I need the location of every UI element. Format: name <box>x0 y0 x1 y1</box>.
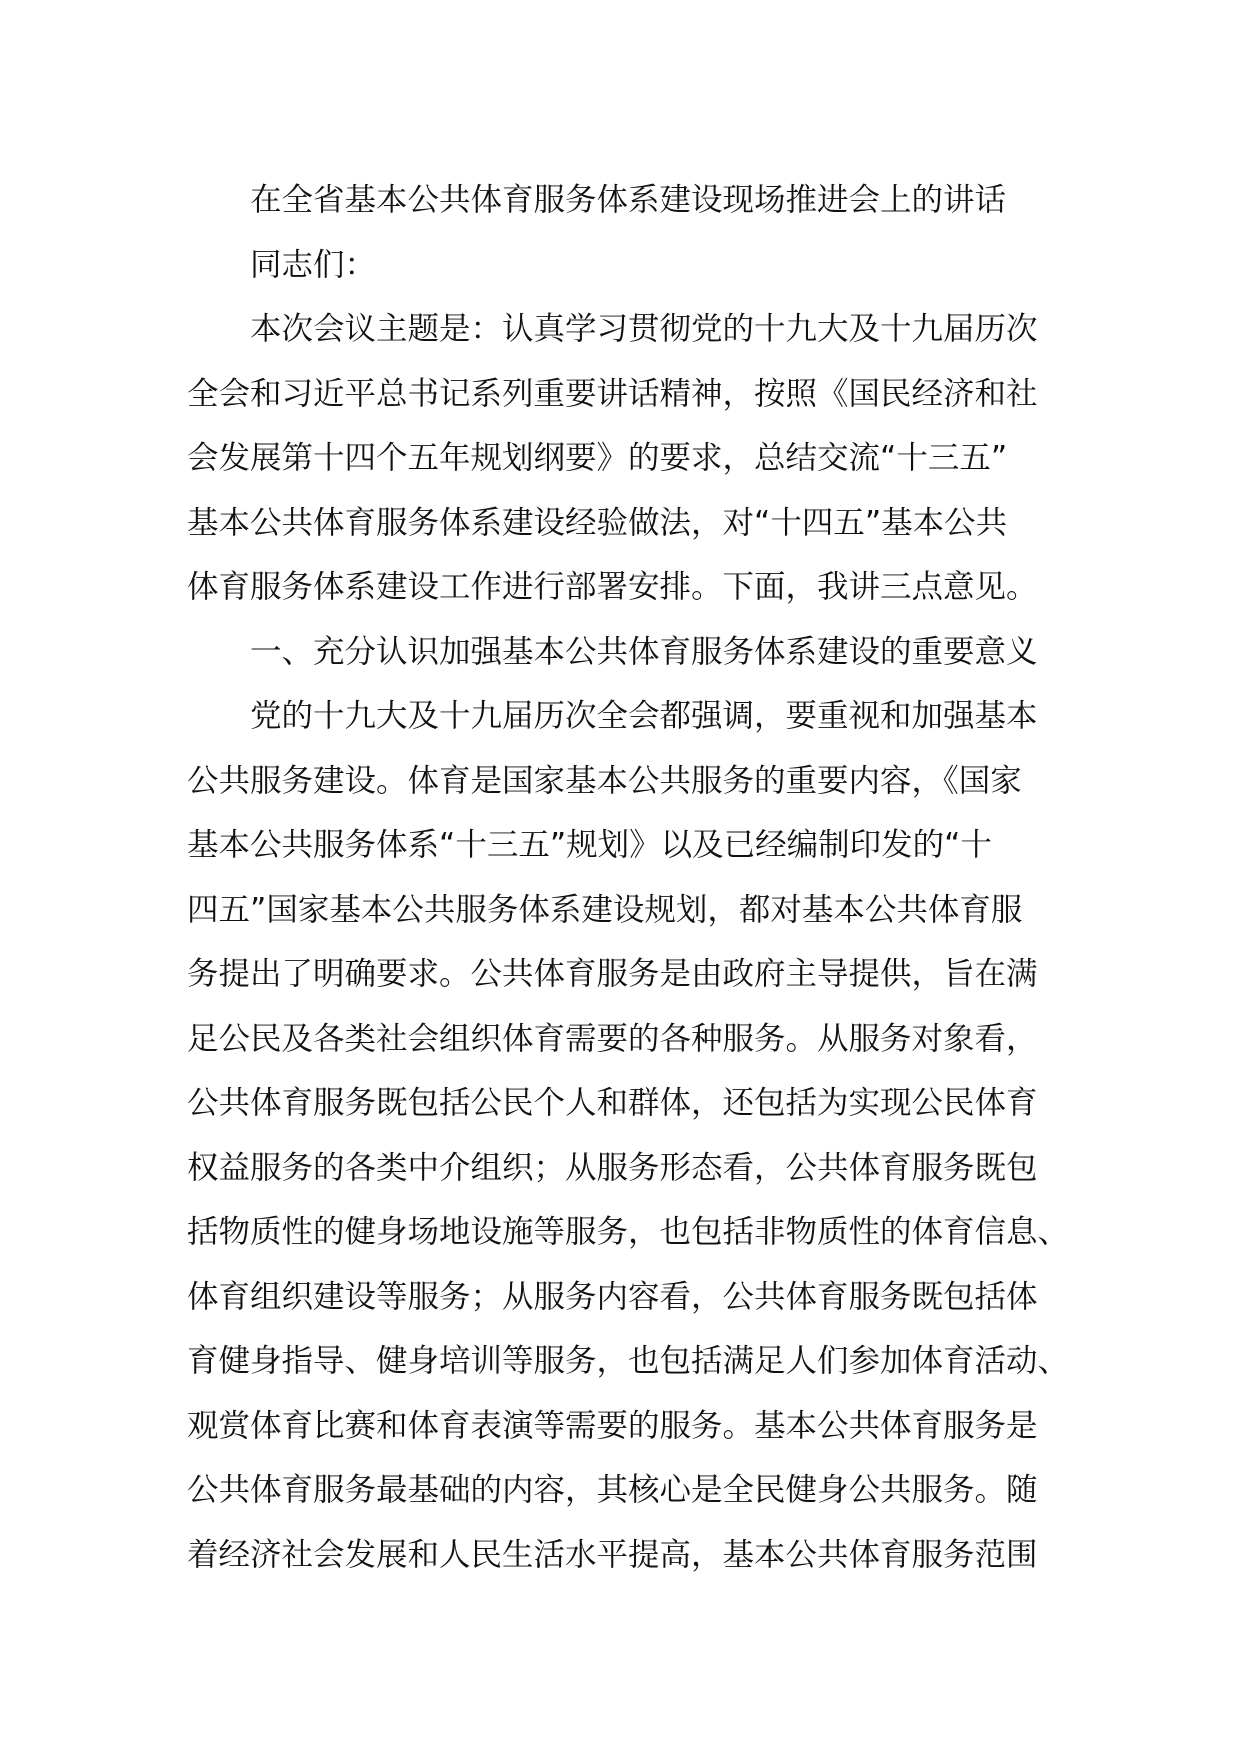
text-line: 体育服务体系建设工作进行部署安排。下面，我讲三点意见。 <box>187 569 1038 605</box>
text-line: 一、充分认识加强基本公共体育服务体系建设的重要意义 <box>250 633 1038 670</box>
text-line: 权益服务的各类中介组织；从服务形态看，公共体育服务既包 <box>187 1149 1038 1186</box>
text-line: 四五”国家基本公共服务体系建设规划，都对基本公共体育服 <box>187 891 1023 928</box>
text-line: 全会和习近平总书记系列重要讲话精神，按照《国民经济和社 <box>187 375 1038 412</box>
document-title: 在全省基本公共体育服务体系建设现场推进会上的讲话 <box>250 182 1007 218</box>
document-body <box>187 168 1070 1587</box>
text-line: 基本公共体育服务体系建设经验做法，对“十四五”基本公共 <box>187 504 1008 541</box>
text-line: 体育组织建设等服务；从服务内容看，公共体育服务既包括体 <box>187 1278 1038 1315</box>
body-text <box>187 297 1070 1587</box>
text-line: 育健身指导、健身培训等服务，也包括满足人们参加体育活动、 <box>187 1343 1070 1379</box>
text-line: 会发展第十四个五年规划纲要》的要求，总结交流“十三五” <box>187 440 1008 476</box>
text-line: 基本公共服务体系“十三五”规划》以及已经编制印发的“十 <box>187 827 992 863</box>
text-line: 务提出了明确要求。公共体育服务是由政府主导提供，旨在满 <box>187 956 1038 992</box>
salutation: 同志们： <box>250 246 377 283</box>
text-line: 公共服务建设。体育是国家基本公共服务的重要内容，《国家 <box>187 762 1022 799</box>
text-line: 公共体育服务最基础的内容，其核心是全民健身公共服务。随 <box>187 1472 1038 1508</box>
text-line: 足公民及各类社会组织体育需要的各种服务。从服务对象看， <box>187 1020 1038 1057</box>
text-line: 公共体育服务既包括公民个人和群体，还包括为实现公民体育 <box>187 1085 1038 1121</box>
text-line: 着经济社会发展和人民生活水平提高，基本公共体育服务范围 <box>187 1536 1038 1573</box>
text-line: 本次会议主题是：认真学习贯彻党的十九大及十九届历次 <box>250 311 1038 347</box>
text-line: 括物质性的健身场地设施等服务，也包括非物质性的体育信息、 <box>187 1214 1070 1250</box>
text-line: 党的十九大及十九届历次全会都强调，要重视和加强基本 <box>250 698 1038 734</box>
text-line: 观赏体育比赛和体育表演等需要的服务。基本公共体育服务是 <box>187 1407 1038 1444</box>
